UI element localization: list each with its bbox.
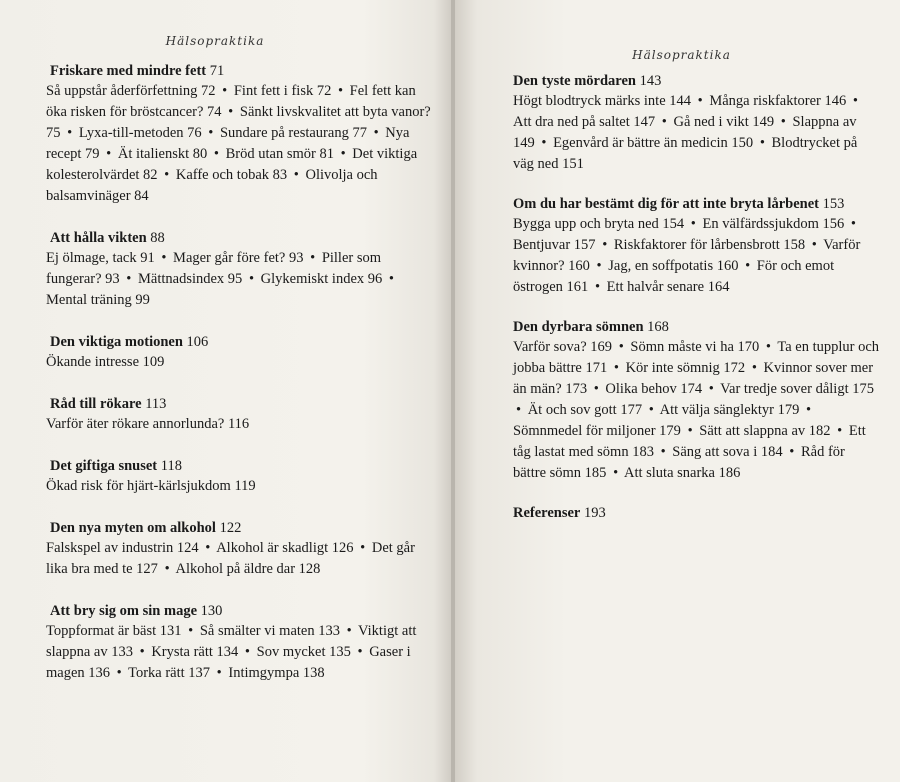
toc-entry: Piller som fungerar? 93 xyxy=(46,250,382,287)
bullet-separator: • xyxy=(661,114,667,130)
bullet-separator: • xyxy=(222,83,228,99)
toc-entry: Blodtrycket på väg ned 151 xyxy=(513,135,858,172)
toc-entry: Ökad risk för hjärt-kärlsjukdom 119 xyxy=(46,478,256,494)
section-title-text: Friskare med mindre fett xyxy=(50,63,207,79)
running-head: Hälsopraktika xyxy=(165,34,265,48)
toc-entry: Glykemiskt index 96 xyxy=(260,271,383,287)
bullet-separator: • xyxy=(745,258,751,274)
toc-entry: Egenvård är bättre än medicin 150 xyxy=(553,135,754,151)
toc-entry: Bygga upp och bryta ned 154 xyxy=(513,216,685,232)
section-page-number: 88 xyxy=(146,230,165,246)
bullet-separator: • xyxy=(805,402,812,418)
bullet-separator: • xyxy=(789,444,795,460)
bullet-separator: • xyxy=(340,146,346,162)
bullet-separator: • xyxy=(618,339,624,355)
toc-entry: Olivolja och balsamvinäger 84 xyxy=(46,167,378,204)
section-page-number: 71 xyxy=(206,63,225,79)
toc-entry: Sömnmedel för miljoner 179 xyxy=(513,423,681,439)
toc-entry: Att sluta snarka 186 xyxy=(623,465,741,481)
toc-entry: Mental träning 99 xyxy=(46,292,150,308)
section-title xyxy=(513,318,880,337)
bullet-separator: • xyxy=(346,623,352,639)
bullet-separator: • xyxy=(244,644,250,660)
section-title-text: Den nya myten om alkohol xyxy=(50,520,216,536)
section-entries xyxy=(46,621,434,684)
bullet-separator: • xyxy=(205,540,211,556)
section-entries xyxy=(46,81,434,207)
bullet-separator: • xyxy=(164,561,170,577)
toc-entry: Gå ned i vikt 149 xyxy=(673,114,775,130)
bullet-separator: • xyxy=(116,665,122,681)
toc-entry: Bentjuvar 157 xyxy=(513,237,596,253)
bullet-separator: • xyxy=(751,360,757,376)
toc-entry: Så uppstår åderförfettning 72 xyxy=(46,83,216,99)
section-entries xyxy=(513,337,880,484)
toc-entry: Sömn måste vi ha 170 xyxy=(630,339,760,355)
section-title-text: Råd till rökare xyxy=(50,396,142,412)
toc-entry: Att välja sänglektyr 179 xyxy=(659,402,800,418)
section-title-text: Det giftiga snuset xyxy=(50,458,158,474)
bullet-separator: • xyxy=(765,339,771,355)
bullet-separator: • xyxy=(648,402,654,418)
bullet-separator: • xyxy=(759,135,765,151)
section-title xyxy=(513,195,880,214)
section-page-number: 153 xyxy=(818,196,845,212)
section-title xyxy=(36,229,434,248)
bullet-separator: • xyxy=(516,402,522,418)
toc-entry: Sänkt livskvalitet att byta vanor? 75 xyxy=(46,104,431,141)
bullet-separator: • xyxy=(337,83,344,99)
bullet-separator: • xyxy=(697,93,703,109)
bullet-separator: • xyxy=(852,93,858,109)
toc-entry: Jag, en soffpotatis 160 xyxy=(608,258,739,274)
bullet-separator: • xyxy=(594,279,601,295)
toc-entry: Intimgympa 138 xyxy=(228,665,325,681)
bullet-separator: • xyxy=(850,216,856,232)
toc-entry: Olika behov 174 xyxy=(605,381,703,397)
toc-section xyxy=(36,62,434,207)
section-entries xyxy=(46,248,434,311)
section-page-number: 113 xyxy=(141,396,167,412)
toc-entry: Att dra ned på saltet 147 xyxy=(513,114,656,130)
toc-entry: Så smälter vi maten 133 xyxy=(199,623,340,639)
toc-entry: Gaser i magen 136 xyxy=(46,644,411,681)
section-page-number: 122 xyxy=(215,520,242,536)
section-page-number: 106 xyxy=(182,334,209,350)
bullet-separator: • xyxy=(690,216,696,232)
toc-list xyxy=(513,72,880,523)
toc-section xyxy=(36,229,434,311)
toc-entry: Lyxa-till-metoden 76 xyxy=(78,125,202,141)
section-title-text: Att hålla vikten xyxy=(50,230,147,246)
toc-section xyxy=(513,318,880,484)
toc-entry: Falskspel av industrin 124 xyxy=(46,540,199,556)
bullet-separator: • xyxy=(360,540,366,556)
section-entries xyxy=(46,352,434,373)
toc-entry: För och emot östrogen 161 xyxy=(513,258,835,295)
toc-entry: Fint fett i fisk 72 xyxy=(233,83,332,99)
section-page-number: 118 xyxy=(157,458,182,474)
toc-entry: Riskfaktorer för lårbensbrott 158 xyxy=(613,237,806,253)
section-title-text: Referenser xyxy=(513,505,581,521)
toc-entry: Ett halvår senare 164 xyxy=(606,279,730,295)
toc-section xyxy=(513,504,880,523)
toc-entry: Alkohol är skadligt 126 xyxy=(216,540,354,556)
toc-entry: Det går lika bra med te 127 xyxy=(46,540,415,577)
bullet-separator: • xyxy=(293,167,299,183)
bullet-separator: • xyxy=(613,465,619,481)
toc-entry: Mättnadsindex 95 xyxy=(138,271,243,287)
toc-entry: Torka rätt 137 xyxy=(128,665,211,681)
section-title xyxy=(36,519,434,538)
section-title xyxy=(513,504,880,523)
right-page xyxy=(455,0,900,782)
section-page-number: 143 xyxy=(635,73,662,89)
toc-entry: Sov mycket 135 xyxy=(256,644,351,660)
bullet-separator: • xyxy=(139,644,145,660)
bullet-separator: • xyxy=(188,623,194,639)
bullet-separator: • xyxy=(541,135,547,151)
toc-entry: En välfärdssjukdom 156 xyxy=(702,216,845,232)
bullet-separator: • xyxy=(708,381,714,397)
toc-entry: Ett tåg lastat med sömn 183 xyxy=(513,423,866,460)
toc-entry: Krysta rätt 134 xyxy=(151,644,239,660)
section-title xyxy=(36,395,434,414)
bullet-separator: • xyxy=(660,444,666,460)
toc-entry: Slappna av 149 xyxy=(513,114,857,151)
toc-entry: Var tredje sover dåligt 175 xyxy=(720,381,874,397)
bullet-separator: • xyxy=(811,237,817,253)
toc-list xyxy=(36,62,434,684)
section-title-text: Att bry sig om sin mage xyxy=(50,603,198,619)
toc-entry: Ät och sov gott 177 xyxy=(527,402,643,418)
bullet-separator: • xyxy=(106,146,112,162)
bullet-separator: • xyxy=(596,258,602,274)
section-title-text: Den tyste mördaren xyxy=(513,73,636,89)
toc-entry: Varför kvinnor? 160 xyxy=(513,237,861,274)
toc-entry: Ät italienskt 80 xyxy=(117,146,208,162)
bullet-separator: • xyxy=(126,271,132,287)
toc-entry: Kvinnor sover mer än män? 173 xyxy=(513,360,874,397)
toc-entry: Alkohol på äldre dar 128 xyxy=(175,561,321,577)
toc-entry: Mager går före fet? 93 xyxy=(173,250,304,266)
toc-entry: Kaffe och tobak 83 xyxy=(175,167,288,183)
toc-section xyxy=(36,457,434,497)
toc-entry: Många riskfaktorer 146 xyxy=(709,93,847,109)
toc-entry: Det viktiga kolesterolvärdet 82 xyxy=(46,146,418,183)
toc-entry: Säng att sova i 184 xyxy=(672,444,783,460)
bullet-separator: • xyxy=(687,423,693,439)
toc-section xyxy=(36,333,434,373)
bullet-separator: • xyxy=(310,250,316,266)
toc-entry: Kör inte sömnig 172 xyxy=(625,360,746,376)
bullet-separator: • xyxy=(67,125,73,141)
section-page-number: 168 xyxy=(643,319,669,335)
toc-entry: Varför sova? 169 xyxy=(513,339,613,355)
toc-entry: Ökande intresse 109 xyxy=(46,354,165,370)
toc-entry: Högt blodtryck märks inte 144 xyxy=(513,93,692,109)
bullet-separator: • xyxy=(780,114,786,130)
toc-entry: Nya recept 79 xyxy=(46,125,410,162)
bullet-separator: • xyxy=(602,237,608,253)
section-page-number: 193 xyxy=(580,505,606,521)
section-entries xyxy=(46,476,434,497)
section-title-text: Om du har bestämt dig för att inte bryta lårbenet xyxy=(513,196,819,212)
section-entries xyxy=(46,414,434,435)
bullet-separator: • xyxy=(593,381,599,397)
section-entries xyxy=(513,91,880,175)
section-title xyxy=(36,333,434,352)
bullet-separator: • xyxy=(248,271,255,287)
section-entries xyxy=(513,214,880,298)
section-title-text: Den viktiga motionen xyxy=(50,334,183,350)
bullet-separator: • xyxy=(388,271,394,287)
bullet-separator: • xyxy=(373,125,379,141)
toc-entry: Ej ölmage, tack 91 xyxy=(46,250,155,266)
toc-entry: Viktigt att slappna av 133 xyxy=(46,623,417,660)
toc-entry: Sundare på restaurang 77 xyxy=(219,125,367,141)
section-title-text: Den dyrbara sömnen xyxy=(513,319,644,335)
bullet-separator: • xyxy=(216,665,222,681)
bullet-separator: • xyxy=(208,125,214,141)
toc-entry: Toppformat är bäst 131 xyxy=(46,623,182,639)
toc-entry: Fel fett kan öka risken för bröstcancer? 74 xyxy=(46,83,416,120)
section-title xyxy=(513,72,880,91)
toc-entry: Varför äter rökare annorlunda? 116 xyxy=(46,416,250,432)
section-title xyxy=(36,602,434,621)
section-entries xyxy=(46,538,434,580)
toc-entry: Ta en tupplur och jobba bättre 171 xyxy=(513,339,880,376)
toc-section xyxy=(513,195,880,298)
bullet-separator: • xyxy=(837,423,843,439)
section-page-number: 130 xyxy=(197,603,223,619)
bullet-separator: • xyxy=(161,250,167,266)
toc-entry: Råd för bättre sömn 185 xyxy=(513,444,845,481)
toc-section xyxy=(513,72,880,175)
running-head: Hälsopraktika xyxy=(632,48,731,62)
bullet-separator: • xyxy=(213,146,219,162)
bullet-separator: • xyxy=(164,167,170,183)
toc-section xyxy=(36,395,434,435)
bullet-separator: • xyxy=(613,360,619,376)
toc-section xyxy=(36,519,434,580)
bullet-separator: • xyxy=(357,644,363,660)
section-title xyxy=(36,457,434,476)
section-title xyxy=(36,62,434,81)
toc-section xyxy=(36,602,434,684)
bullet-separator: • xyxy=(228,104,234,120)
toc-entry: Sätt att slappna av 182 xyxy=(699,423,831,439)
toc-entry: Bröd utan smör 81 xyxy=(225,146,334,162)
